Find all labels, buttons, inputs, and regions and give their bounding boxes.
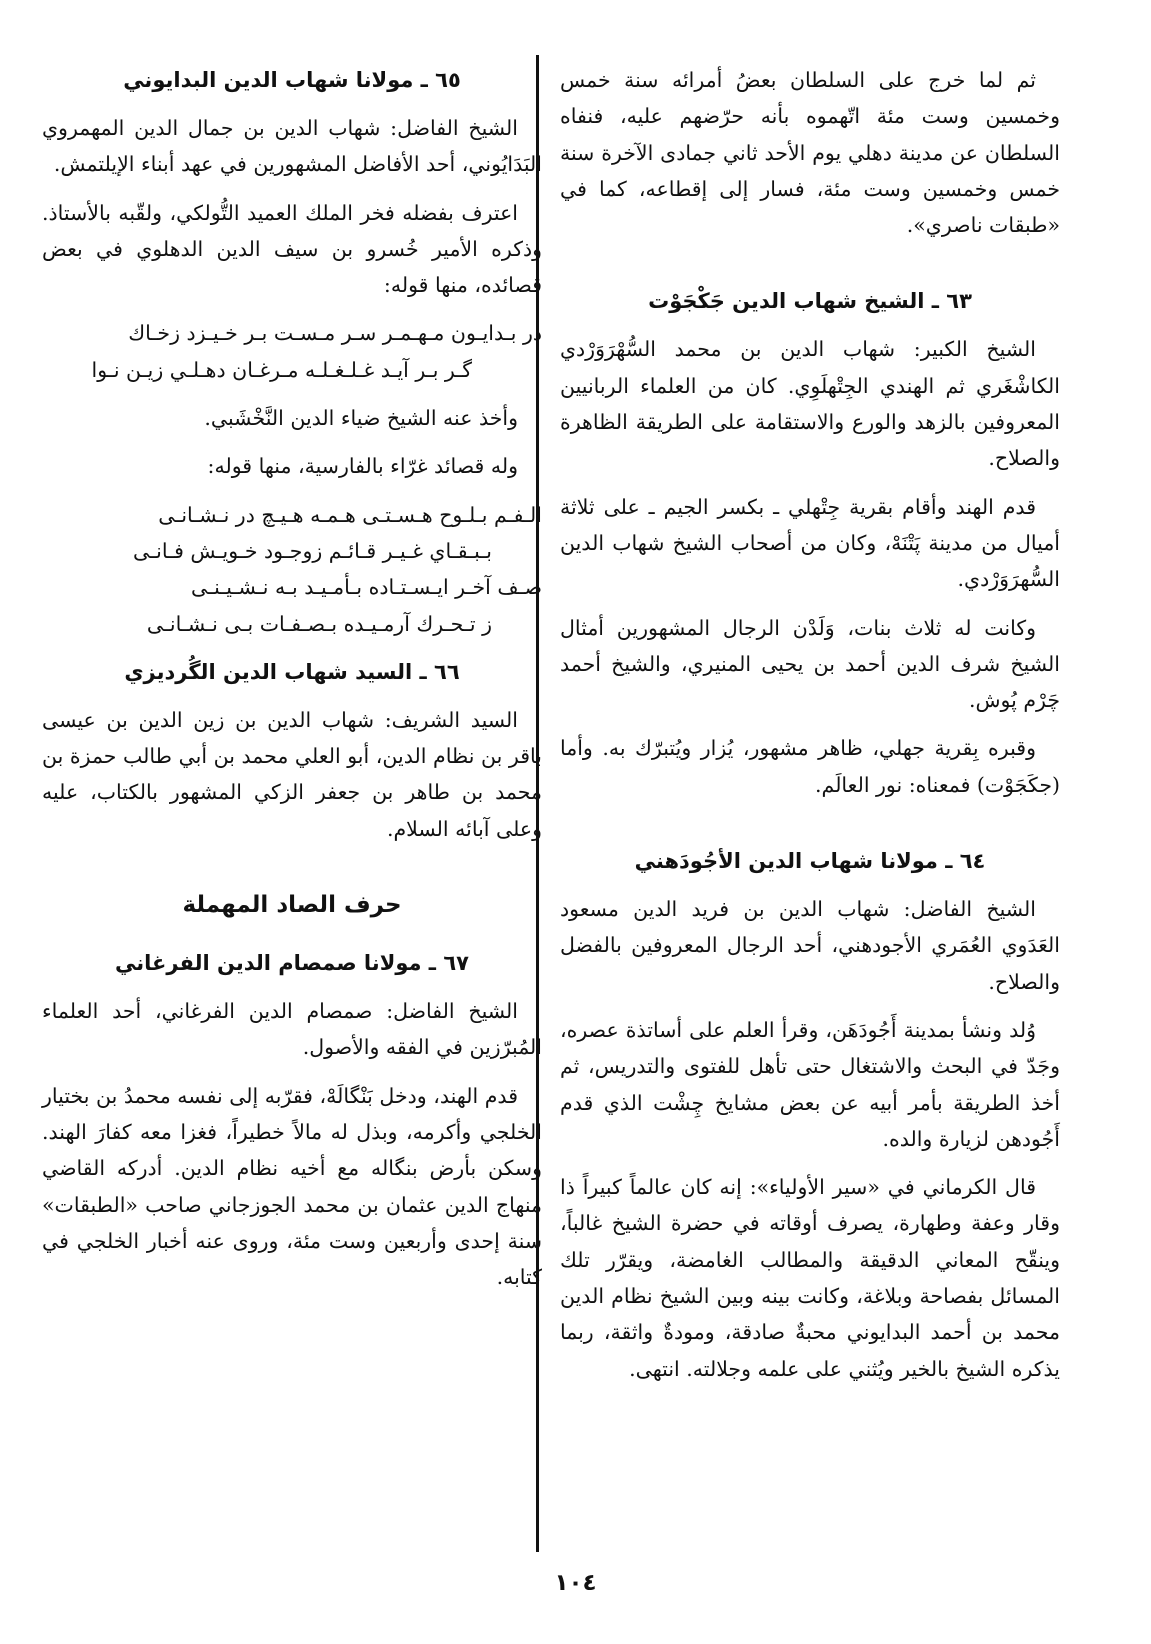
entry-64-paragraph-2: وُلد ونشأ بمدينة أَجُودَهَن، وقرأ العلم على أساتذة عصره، وجَدّ في البحث والاشتغال حتى تأهل للفتوى والتدريس، ثم أخذ الطريقة بأمر أبيه عن بعض مشايخ چِشْت الذي قدم أَجُودهن لزيارة والده.	[560, 1017, 1060, 1151]
entry-63-paragraph-3: وكانت له ثلاث بنات، وَلَدْن الرجال المشهورين أمثال الشيخ شرف الدين أحمد بن يحيى المنيري، والشيخ أحمد چَرْم پُوش.	[560, 615, 1060, 713]
verse-line: الـفـم بـلـوح هـسـتـى هـمـه هـيـچ در نـشـانـى	[158, 502, 542, 527]
entry-65-paragraph-1: الشيخ الفاضل: شهاب الدين بن جمال الدين المهمروي البَدَايُوني، أحد الأفاضل المشهورين في عهد أبناء الإيلتمش.	[42, 116, 542, 177]
entry-63-paragraph-1: الشيخ الكبير: شهاب الدين بن محمد السُّهْرَوَرْدي الكاشْغَري ثم الهندي الجِتْهلَوِي. كان من العلماء الربانيين المعروفين بالزهد والورع والاستقامة على الطريقة الظاهرة والصلاح.	[560, 337, 1060, 471]
entry-63-paragraph-2: قدم الهند وأقام بقرية جِتْهلي ـ بكسر الجيم ـ على ثلاثة أميال من مدينة پَتْنَهْ، وكان من أصحاب الشيخ شهاب الدين السُّهرَوَرْدي.	[560, 494, 1060, 592]
entry-66-paragraph-1: السيد الشريف: شهاب الدين بن زين الدين بن عيسى باقر بن نظام الدين، أبو العلي محمد بن أبي طالب حمزة بن محمد بن طاهر بن جعفر الزكي المشهور بالكتاب، عليه وعلى آبائه السلام.	[42, 707, 542, 841]
entry-heading-63: ٦٣ ـ الشيخ شهاب الدين جَكْجَوْت	[648, 289, 972, 314]
entry-64-paragraph-1: الشيخ الفاضل: شهاب الدين بن فريد الدين مسعود العَدَوي العُمَري الأجودهني، أحد الرجال المعروفين بالفضل والصلاح.	[560, 897, 1060, 994]
entry-heading-65: ٦٥ ـ مولانا شهاب الدين البدايوني	[123, 68, 461, 92]
verse-line: بـبـقـاي غـيـر قـائـم زوجـود خـويـش فـانـى	[133, 538, 492, 563]
verse-line: ز تـحـرك آرمـيـده بـصـفـات بـى نـشـانـى	[146, 611, 492, 636]
verse-block-2	[42, 497, 542, 642]
entry-65-paragraph-2: اعترف بفضله فخر الملك العميد التُّولكي، ولقّبه بالأستاذ. وذكره الأمير خُسرو بن سيف الدين الدهلوي في بعض قصائده، منها قوله:	[42, 200, 542, 298]
entry-heading-66: ٦٦ ـ السيد شهاب الدين الگُرديزي	[124, 659, 460, 684]
verse-line: گـر بـر آيـد غـلـغـلـه مـرغـان دهـلـي زيـن نـوا	[91, 357, 472, 382]
letter-section-heading: حرف الصاد المهملة	[182, 892, 402, 919]
entry-heading-64: ٦٤ ـ مولانا شهاب الدين الأجُودَهني	[634, 849, 986, 874]
intro-paragraph: ثم لما خرج على السلطان بعضُ أمرائه سنة خمس وخمسين وست مئة اتّهموه بأنه حرّضهم عليه، فنفاه السلطان عن مدينة دهلي يوم الأحد ثاني جمادى الآخرة سنة خمس وخمسين وست مئة، فسار إلى إقطاعه، كما في «طبقات ناصري».	[560, 68, 1060, 238]
entry-67-paragraph-2: قدم الهند، ودخل بَنْگالَهْ، فقرّبه إلى نفسه محمدُ بن بختيار الخلجي وأكرمه، وبذل له مالاً خطيراً، فغزا معه كفارَ الهند. وسكن بأرض بنگاله مع أخيه نظام الدين. أدركه القاضي منهاج الدين عثمان بن محمد الجوزجاني صاحب «الطبقات» سنة إحدى وأربعين وست مئة، وروى عنه أخبار الخلجي في كتابه.	[42, 1083, 542, 1290]
page-number: ١٠٤	[554, 1570, 597, 1596]
right-column	[560, 62, 1060, 1387]
entry-63-paragraph-4: وقبره بِقرية جهلي، ظاهر مشهور، يُزار ويُتبرّك به. وأما (جكَجَوْت) فمعناه: نور العالَم.	[560, 736, 1060, 797]
entry-65-paragraph-4: وله قصائد غرّاء بالفارسية، منها قوله:	[207, 454, 518, 479]
entry-64-paragraph-3: قال الكرماني في «سير الأولياء»: إنه كان عالماً كبيراً ذا وقار وعفة وطهارة، يصرف أوقاته في حضرة الشيخ غالباً، وينقّح المعاني الدقيقة والمطالب الغامضة، ويقرّر تلك المسائل بفصاحة وبلاغة، وكانت بينه وبين الشيخ نظام الدين محمد بن أحمد البدايوني محبةٌ صادقة، ومودةٌ واثقة، ربما يذكره الشيخ بالخير ويُثني على علمه وجلالته. انتهى.	[560, 1175, 1060, 1381]
verse-block-1	[42, 315, 542, 388]
entry-65-paragraph-3: وأخذ عنه الشيخ ضياء الدين النَّخْشَبي.	[204, 406, 518, 431]
left-column	[42, 62, 542, 1295]
verse-line: در بـدايـون مـهـمـر سـر مـسـت بـر خـيـزد زخـاك	[128, 321, 542, 346]
entry-heading-67: ٦٧ ـ مولانا صمصام الدين الفرغاني	[115, 951, 469, 976]
entry-67-paragraph-1: الشيخ الفاضل: صمصام الدين الفرغاني، أحد العلماء المُبرّزين في الفقه والأصول.	[42, 999, 542, 1060]
verse-line: صـف آخـر ايـسـتـاده بـأمـيـد بـه نـشـيـنـى	[191, 575, 542, 600]
